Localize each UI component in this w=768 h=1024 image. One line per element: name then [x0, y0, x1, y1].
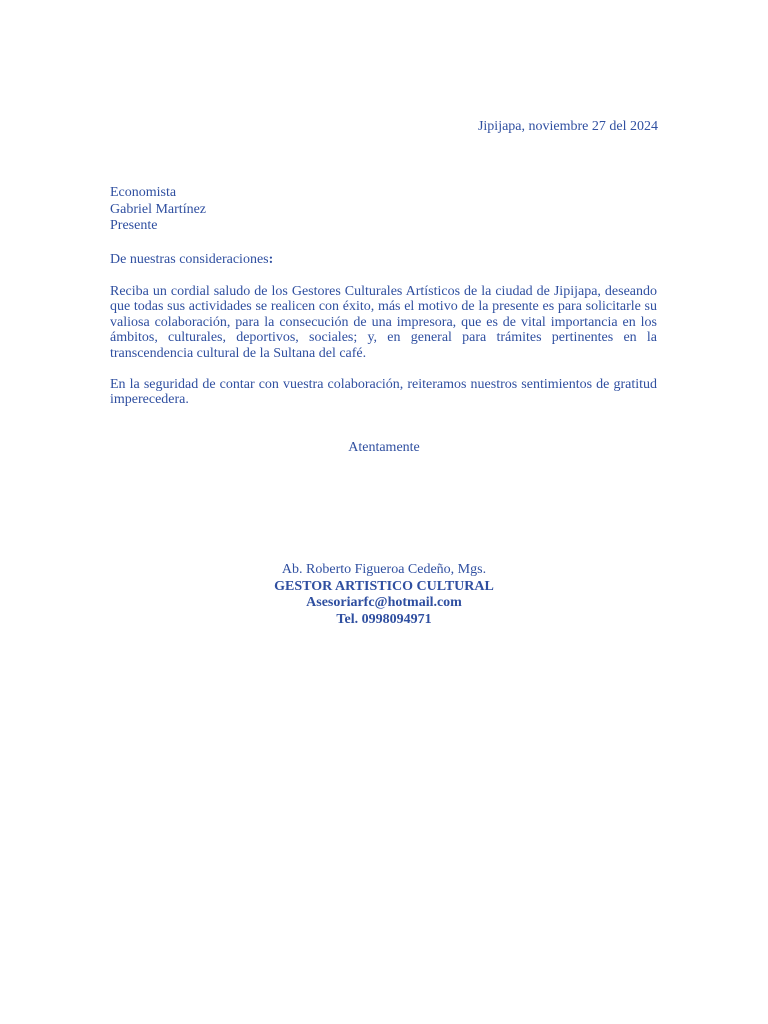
recipient-title: Economista: [110, 185, 177, 200]
closing: Atentamente: [348, 440, 420, 455]
signature-name: Ab. Roberto Figueroa Cedeño, Mgs.: [281, 562, 487, 577]
salutation-colon: :: [268, 252, 274, 267]
signature-block: [0, 562, 768, 628]
recipient-presente: Presente: [110, 218, 158, 233]
salutation: [110, 252, 273, 268]
recipient-block: [110, 185, 206, 235]
date-line: Jipijapa, noviembre 27 del 2024: [477, 119, 658, 134]
recipient-name: Gabriel Martínez: [110, 201, 207, 217]
signature-email: Asesoriarfc@hotmail.com: [306, 595, 462, 610]
signature-role: GESTOR ARTISTICO CULTURAL: [274, 578, 494, 594]
body-paragraph-1: Reciba un cordial saludo de los Gestores Culturales Artísticos de la ciudad de Jipijapa, deseando que todas sus actividades se realicen con éxito, más el motivo de la presente es para solicitarle su valiosa colaboración, para la consecución de una impresora, que es de vital importancia en los ámbitos, culturales, deportivos, sociales; y, en general para trámites pertinentes en la transcendencia cultural de la Sultana del café.: [110, 284, 657, 361]
salutation-text: De nuestras consideraciones: [110, 252, 269, 267]
signature-phone: Tel. 0998094971: [336, 611, 432, 627]
body-paragraph-2: En la seguridad de contar con vuestra colaboración, reiteramos nuestros sentimientos de gratitud imperecedera.: [110, 377, 657, 408]
